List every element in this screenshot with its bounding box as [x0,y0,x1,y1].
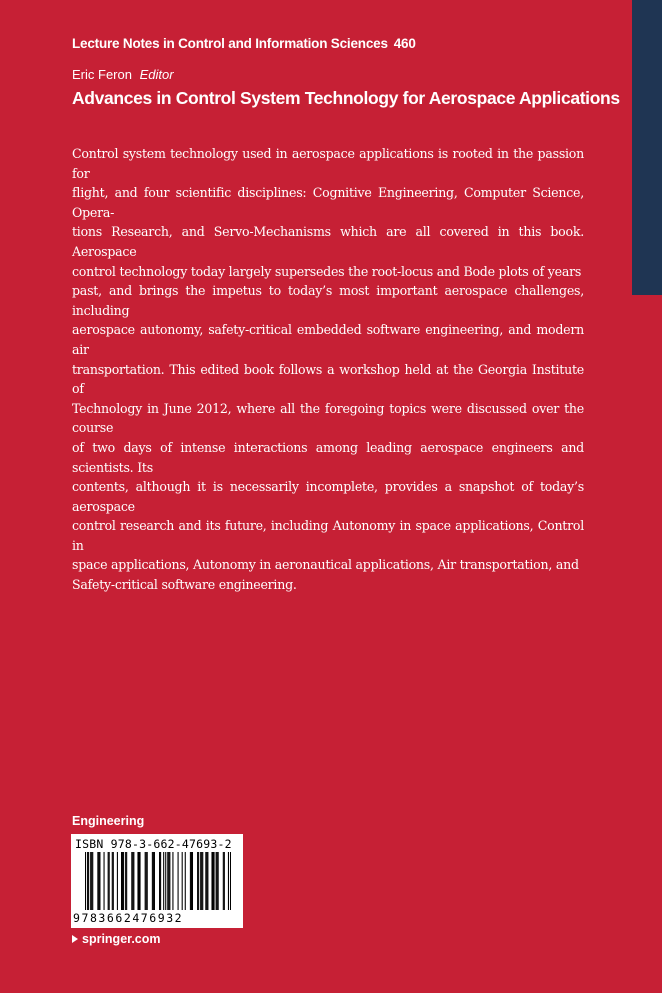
editor-role: Editor [139,67,174,82]
barcode-bars [85,852,231,910]
subject-category: Engineering [72,814,145,828]
description-line: space applications, Autonomy in aeronautical applications, Air transportation, and [72,557,579,573]
series-name: Lecture Notes in Control and Information Sciences [72,36,388,51]
isbn-text: ISBN 978-3-662-47693-2 [75,837,232,851]
description-line: tions Research, and Servo-Mechanisms which are all covered in this book. Aerospace [72,224,584,259]
description-line: Safety-critical software engineering. [72,577,297,593]
series-number: 460 [393,36,416,51]
description-line: Technology in June 2012, where all the foregoing topics were discussed over the course [72,400,584,436]
book-title: Advances in Control System Technology for Aerospace Applications [72,88,620,108]
barcode-box [71,834,243,928]
publisher-link[interactable] [72,932,161,946]
description-line: control technology today largely supersedes the root-locus and Bode plots of years [72,263,582,279]
editor-line [72,67,174,82]
series-line [72,36,416,51]
description-line: of two days of intense interactions among leading aerospace engineers and scientists. Its [72,439,584,475]
barcode-digits: 9783662476932 [73,911,184,925]
publisher-link-text: springer.com [82,932,161,946]
description-line: aerospace autonomy, safety-critical embedded software engineering, and modern air [72,322,584,357]
arrow-right-icon [72,935,78,943]
description-line: past, and brings the impetus to today’s most important aerospace challenges, including [72,283,584,318]
description-line: Control system technology used in aerospace applications is rooted in the passion for [72,146,584,181]
description-line: control research and its future, including Autonomy in space applications, Control in [72,518,584,553]
description-line: flight, and four scientific disciplines: Cognitive Engineering, Computer Science, Opera- [72,185,584,220]
description-line: contents, although it is necessarily incomplete, provides a snapshot of today’s aerospace [72,479,584,514]
spine-color-tab [632,0,662,295]
description-line: transportation. This edited book follows a workshop held at the Georgia Institute of [72,361,584,397]
book-description [72,144,584,595]
editor-name: Eric Feron [72,67,132,82]
